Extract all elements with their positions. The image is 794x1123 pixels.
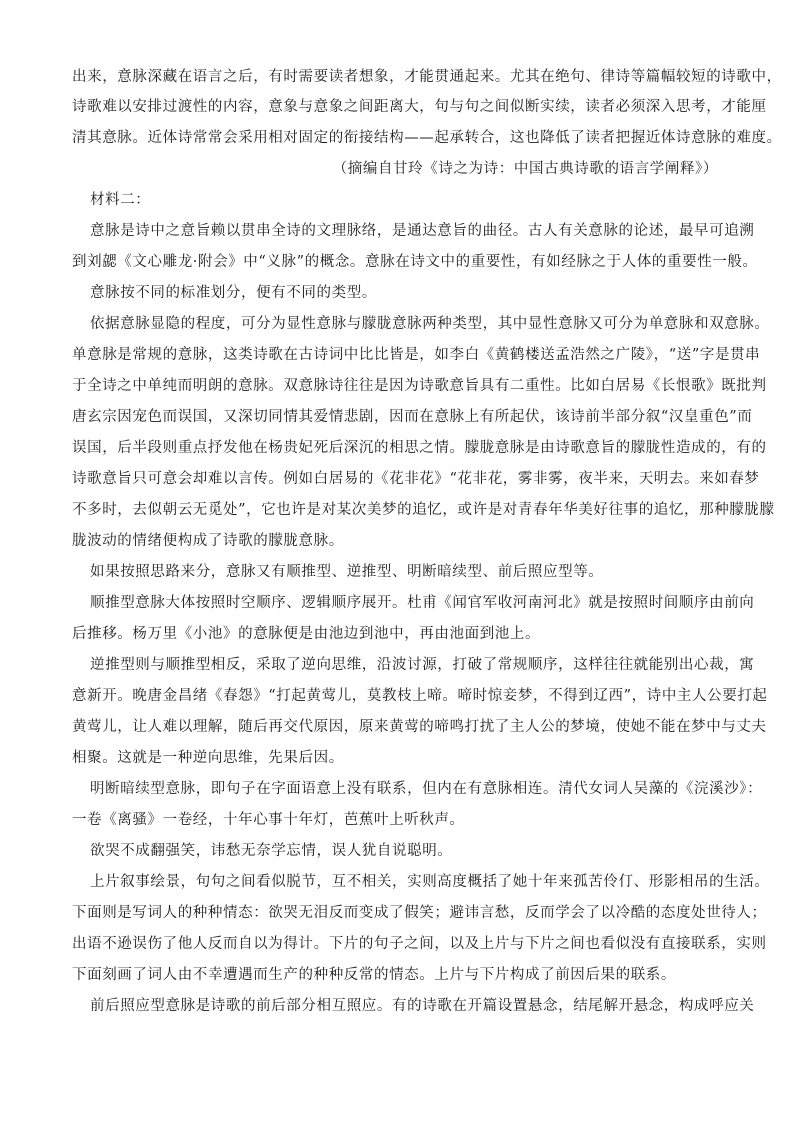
text-line: 相聚。这就是一种逆向思维，先果后因。	[72, 750, 344, 766]
text-line: 黄莺儿，让人难以理解，随后再交代原因，原来黄莺的啼鸣打扰了主人公的梦境，使她不能在梦中与丈夫	[72, 719, 767, 735]
text-line: 顺推型意脉大体按照时空顺序、逻辑顺序展开。杜甫《闻官军收河南河北》就是按照时间顺序由前向	[90, 595, 755, 611]
text-line: 下面刻画了词人由不幸遭遇而生产的种种反常的情态。上片与下片构成了前因后果的联系。	[72, 967, 676, 983]
text-line: 清其意脉。近体诗常常会采用相对固定的衔接结构——起承转合，这也降低了读者把握近体诗意脉的难度。	[72, 130, 782, 146]
text-line: 依据意脉显隐的程度，可分为显性意脉与朦胧意脉两种类型，其中显性意脉又可分为单意脉和双意脉。	[90, 316, 770, 332]
text-line: 诗歌难以安排过渡性的内容，意象与意象之间距离大，句与句之间似断实续，读者必须深入思考，才能厘	[72, 99, 767, 115]
text-line: 意脉按不同的标准划分，便有不同的类型。	[90, 285, 377, 301]
poem-line: 一卷《离骚》一卷经，十年心事十年灯，芭蕉叶上听秋声。	[72, 812, 465, 828]
text-line: 前后照应型意脉是诗歌的前后部分相互照应。有的诗歌在开篇设置悬念，结尾解开悬念，构成呼应关	[90, 998, 755, 1014]
source-citation: （摘编自甘玲《诗之为诗：中国古典诗歌的语言学阐释》）	[332, 161, 718, 177]
text-line: 如果按照思路来分，意脉又有顺推型、逆推型、明断暗续型、前后照应型等。	[90, 564, 604, 580]
text-line: 出来，意脉深藏在语言之后，有时需要读者想象，才能贯通起来。尤其在绝句、律诗等篇幅较短的诗歌中，	[72, 69, 782, 85]
text-line: 出语不逊误伤了他人反而自以为得计。下片的句子之间，以及上片与下片之间也看似没有直接联系，实则	[72, 936, 767, 952]
text-line: 到刘勰《文心雕龙·附会》中“义脉”的概念。意脉在诗文中的重要性，有如经脉之于人体的重要性一般。	[72, 254, 758, 270]
text-line: 明断暗续型意脉，即句子在字面语意上没有联系，但内在有意脉相连。清代女词人吴藻的《浣溪沙》：	[90, 781, 763, 797]
text-line: 误国，后半段则重点抒发他在杨贵妃死后深沉的相思之情。朦胧意脉是由诗歌意旨的朦胧性造成的，有的	[72, 440, 767, 456]
text-line: 不多时，去似朝云无觅处”，它也许是对某次美梦的追忆，或许是对青春年华美好往事的追忆，那种朦胧朦	[72, 502, 775, 518]
text-line: 诗歌意旨只可意会却难以言传。例如白居易的《花非花》“花非花，雾非雾，夜半来，天明去。来如春梦	[72, 471, 760, 487]
text-line: 意新开。晚唐金昌绪《春怨》“打起黄莺儿，莫教枝上啼。啼时惊妾梦，不得到辽西”，诗中主人公要打起	[72, 688, 768, 704]
text-line: 上片叙事绘景，句句之间看似脱节，互不相关，实则高度概括了她十年来孤苦伶仃、形影相吊的生活。	[90, 874, 770, 890]
text-line: 后推移。杨万里《小池》的意脉便是由池边到池中，再由池面到池上。	[72, 626, 541, 642]
text-line: 逆推型则与顺推型相反，采取了逆向思维，沿波讨源，打破了常规顺序，这样往往就能别出心裁，寓	[90, 657, 755, 673]
text-line: 单意脉是常规的意脉，这类诗歌在古诗词中比比皆是，如李白《黄鹤楼送孟浩然之广陵》，“送”字是贯串	[72, 347, 761, 363]
text-line: 意脉是诗中之意旨赖以贯串全诗的文理脉络，是通达意旨的曲径。古人有关意脉的论述，最早可追溯	[90, 223, 755, 239]
text-line: 下面则是写词人的种种情态：欲哭无泪反而变成了假笑；避讳言愁，反而学会了以冷酷的态度处世待人；	[72, 905, 767, 921]
text-line: 唐玄宗因宠色而误国，又深切同情其爱情悲剧，因而在意脉上有所起伏，该诗前半部分叙“汉皇重色”而	[72, 409, 753, 425]
poem-line: 欲哭不成翻强笑，讳愁无奈学忘情，误人犹自说聪明。	[90, 843, 453, 859]
text-line: 胧波动的情绪便构成了诗歌的朦胧意脉。	[72, 533, 344, 549]
section-heading: 材料二：	[90, 192, 151, 208]
text-line: 于全诗之中单纯而明朗的意脉。双意脉诗往往是因为诗歌意旨具有二重性。比如白居易《长恨歌》既批判	[72, 378, 767, 394]
